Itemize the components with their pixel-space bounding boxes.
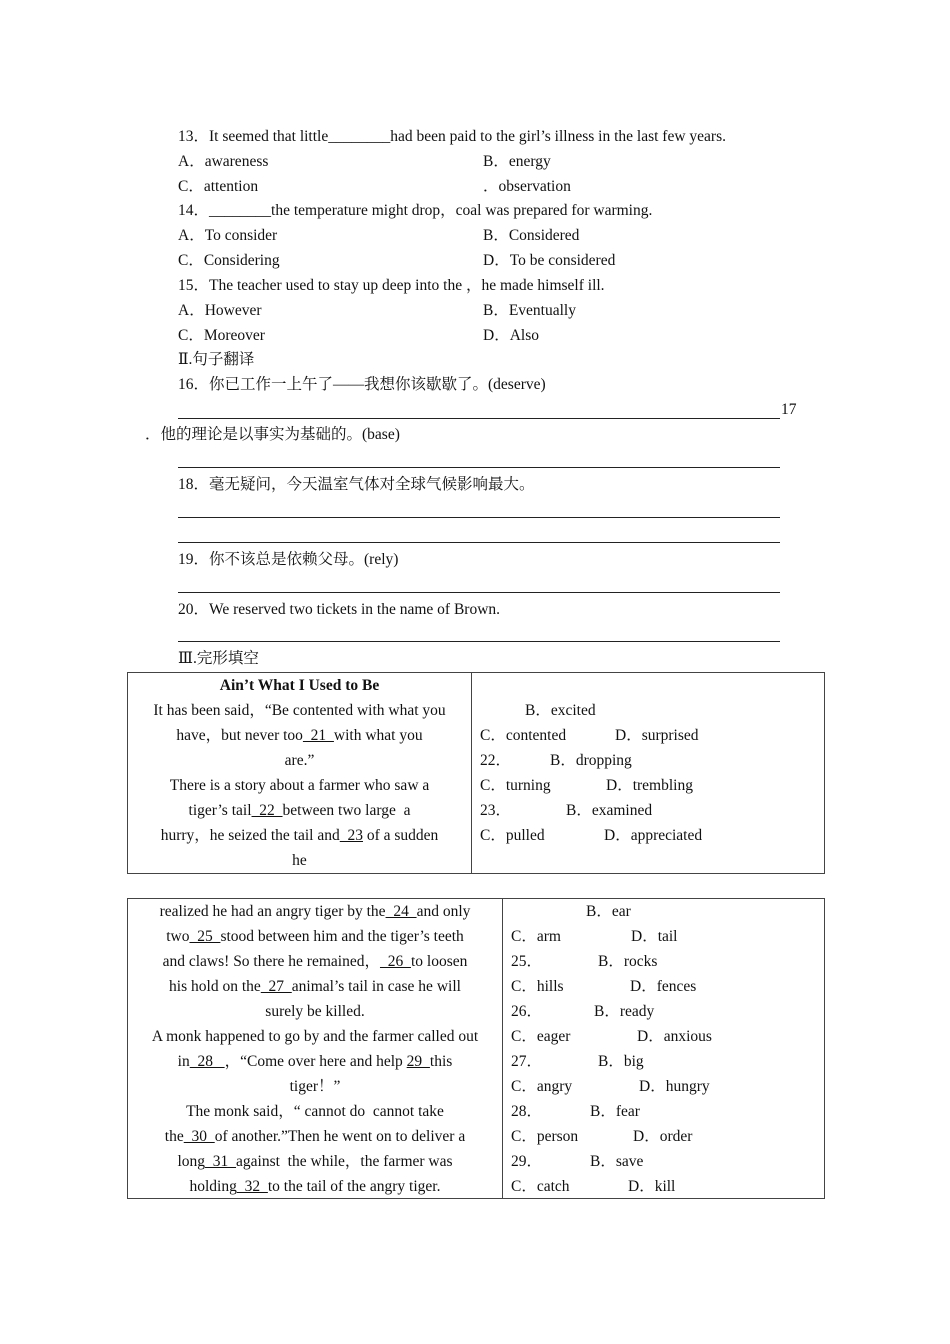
- blank-number: 27: [260, 978, 292, 995]
- passage-text: of another.”Then he went on to deliver a: [214, 1128, 466, 1145]
- passage-text: to the tail of the angry tiger.: [267, 1178, 441, 1195]
- question-text: had been paid to the girl’s illness in the last few years.: [390, 128, 726, 145]
- answer-line[interactable]: [178, 467, 780, 468]
- option-item: 22．: [480, 752, 512, 769]
- option-c: C．attention: [178, 178, 259, 195]
- option-item: 23．: [480, 802, 512, 819]
- passage-line: [128, 751, 471, 771]
- blank: ________: [328, 128, 391, 145]
- question-number: 14．: [178, 202, 210, 219]
- question-13: [178, 127, 726, 147]
- passage-text: ，“Come over here and help: [224, 1053, 407, 1070]
- question-text: the temperature might drop，coal was prepared for warming.: [271, 202, 653, 219]
- option-item: 29．: [511, 1153, 543, 1170]
- option-item: C．pulled: [480, 827, 545, 844]
- passage-text: are.”: [284, 752, 315, 769]
- passage-text: and claws! So there he remained，: [162, 953, 380, 970]
- option-item: B．ear: [586, 903, 631, 920]
- passage-line: [128, 1077, 502, 1097]
- option-item: C．eager: [511, 1028, 571, 1045]
- passage-line: [128, 1002, 502, 1022]
- option-item: B．dropping: [550, 752, 632, 769]
- option-item: 25．: [511, 953, 543, 970]
- passage-text: surely be killed.: [265, 1003, 365, 1020]
- passage-text: to loosen: [410, 953, 468, 970]
- option-item: B．rocks: [598, 953, 658, 970]
- answer-line[interactable]: [178, 542, 780, 543]
- passage-line: [128, 801, 471, 821]
- option-item: B．ready: [594, 1003, 655, 1020]
- passage-line: [128, 701, 471, 721]
- option-item: B．excited: [525, 702, 596, 719]
- passage-text: hurry，he seized the tail and: [160, 827, 340, 844]
- option-a: A．To consider: [178, 227, 278, 244]
- option-c: C．Moreover: [178, 327, 265, 344]
- question-text: 13．It seemed that little: [178, 128, 329, 145]
- answer-line[interactable]: [178, 641, 780, 642]
- option-b: B．Eventually: [483, 302, 576, 319]
- passage-text: and only: [416, 903, 471, 920]
- passage-text: against the while，the farmer was: [236, 1153, 453, 1170]
- option-item: B．big: [598, 1053, 644, 1070]
- option-item: C．hills: [511, 978, 564, 995]
- option-b: B．Considered: [483, 227, 580, 244]
- passage-line: [128, 851, 471, 871]
- passage-line: [128, 726, 471, 746]
- option-item: D．anxious: [637, 1028, 712, 1045]
- option-item: D．hungry: [639, 1078, 710, 1095]
- passage-line: [128, 977, 502, 997]
- answer-line[interactable]: [178, 517, 780, 518]
- option-c: C．Considering: [178, 252, 280, 269]
- option-item: 26．: [511, 1003, 543, 1020]
- option-item: D．fences: [630, 978, 697, 995]
- passage-line: [128, 952, 502, 972]
- option-item: C．angry: [511, 1078, 573, 1095]
- passage-text: with what you: [333, 727, 423, 744]
- passage-text: in: [177, 1053, 190, 1070]
- passage-text: between two large a: [282, 802, 411, 819]
- blank-number: 26: [379, 953, 411, 970]
- passage-text: his hold on the: [169, 978, 261, 995]
- blank-number: 30: [183, 1128, 215, 1145]
- option-item: D．appreciated: [604, 827, 703, 844]
- passage-line: [128, 826, 471, 846]
- passage-line: [128, 1152, 502, 1172]
- question-19: 19．你不该总是依赖父母。(rely): [178, 551, 399, 568]
- option-a: A．awareness: [178, 153, 269, 170]
- passage-text: It has been said，“Be contented with what you: [153, 702, 446, 719]
- option-d: ．observation: [483, 178, 571, 195]
- passage-text: tiger！”: [289, 1078, 341, 1095]
- title-text: Ain’t What I Used to Be: [219, 677, 380, 694]
- passage-text: tiger’s tail: [188, 802, 252, 819]
- passage-text: have，but never too: [176, 727, 303, 744]
- passage-text: long: [177, 1153, 206, 1170]
- option-item: D．order: [633, 1128, 693, 1145]
- passage-text: of a sudden: [362, 827, 439, 844]
- passage-title: [128, 676, 471, 696]
- option-item: C．contented: [480, 727, 567, 744]
- section-heading: Ⅲ.完形填空: [178, 650, 259, 667]
- passage-line: [128, 1052, 502, 1072]
- passage-text: holding: [189, 1178, 237, 1195]
- option-d: D．Also: [483, 327, 539, 344]
- blank-number: 31: [205, 1153, 237, 1170]
- question-18: 18．毫无疑问，今天温室气体对全球气候影响最大。: [178, 476, 535, 493]
- cloze-table-2: [127, 898, 825, 1199]
- blank-number: 28: [189, 1053, 225, 1070]
- question-number: 17: [781, 401, 797, 418]
- option-item: D．trembling: [606, 777, 693, 794]
- option-item: D．kill: [628, 1178, 676, 1195]
- blank-number: 21: [302, 727, 334, 744]
- passage-line: [128, 776, 471, 796]
- blank-number: 22: [251, 802, 283, 819]
- option-a: A．However: [178, 302, 262, 319]
- blank-number: 29: [406, 1053, 430, 1070]
- passage-line: [128, 927, 502, 947]
- passage-text: the: [164, 1128, 184, 1145]
- answer-line[interactable]: [178, 592, 780, 593]
- option-item: B．fear: [590, 1103, 640, 1120]
- passage-text: A monk happened to go by and the farmer called out: [151, 1028, 479, 1045]
- passage-text: he: [292, 852, 307, 869]
- question-16: 16．你已工作一上午了——我想你该歇歇了。(deserve): [178, 376, 546, 393]
- option-d: D．To be considered: [483, 252, 616, 269]
- option-item: B．examined: [566, 802, 653, 819]
- passage-line: [128, 1027, 502, 1047]
- option-b: B．energy: [483, 153, 551, 170]
- passage-text: this: [429, 1053, 453, 1070]
- answer-line[interactable]: [178, 418, 780, 419]
- option-item: B．save: [590, 1153, 644, 1170]
- passage-text: The monk said，“ cannot do cannot take: [186, 1103, 444, 1120]
- question-17: ．他的理论是以事实为基础的。(base): [145, 426, 400, 443]
- blank-number: 23: [339, 827, 363, 844]
- option-item: C．turning: [480, 777, 551, 794]
- question-14: [178, 201, 652, 221]
- option-item: 27．: [511, 1053, 543, 1070]
- passage-line: [128, 1102, 502, 1122]
- option-item: C．person: [511, 1128, 579, 1145]
- passage-line: [128, 1127, 502, 1147]
- option-item: D．tail: [631, 928, 678, 945]
- passage-line: [128, 1177, 502, 1197]
- passage-text: two: [166, 928, 190, 945]
- option-item: 28．: [511, 1103, 543, 1120]
- blank-number: 32: [236, 1178, 268, 1195]
- blank: ________: [209, 202, 272, 219]
- blank-number: 24: [385, 903, 417, 920]
- passage-text: animal’s tail in case he will: [291, 978, 461, 995]
- option-item: C．catch: [511, 1178, 570, 1195]
- passage-text: stood between him and the tiger’s teeth: [220, 928, 464, 945]
- option-item: D．surprised: [615, 727, 699, 744]
- column-divider: [471, 673, 472, 873]
- question-15: 15．The teacher used to stay up deep into the ，he made himself ill.: [178, 277, 605, 294]
- passage-text: There is a story about a farmer who saw a: [169, 777, 430, 794]
- cloze-table-1: [127, 672, 825, 874]
- passage-line: [128, 902, 502, 922]
- column-divider: [502, 899, 503, 1198]
- section-heading: Ⅱ.句子翻译: [178, 351, 255, 368]
- question-20: 20．We reserved two tickets in the name of Brown.: [178, 601, 501, 618]
- option-item: C．arm: [511, 928, 561, 945]
- passage-text: realized he had an angry tiger by the: [159, 903, 386, 920]
- blank-number: 25: [189, 928, 221, 945]
